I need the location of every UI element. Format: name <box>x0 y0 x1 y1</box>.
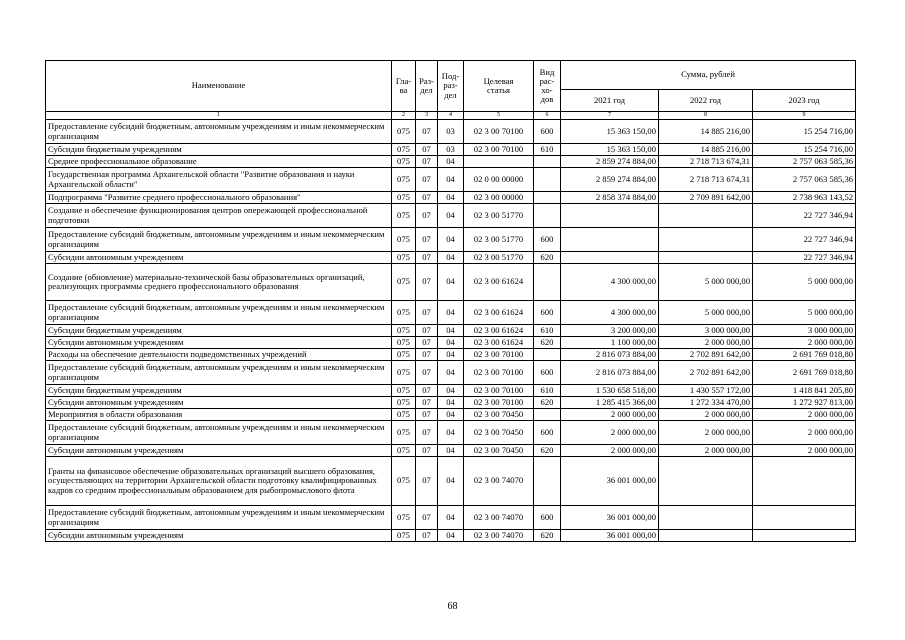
row-chapter: 075 <box>392 361 416 385</box>
row-section: 07 <box>416 421 438 445</box>
row-name: Субсидии бюджетным учреждениям <box>46 385 392 397</box>
table-row <box>46 409 856 421</box>
row-name: Среднее профессиональное образование <box>46 156 392 168</box>
row-section: 07 <box>416 252 438 264</box>
row-amount-2022 <box>659 457 753 506</box>
row-target: 02 3 00 51770 <box>464 252 534 264</box>
row-name: Мероприятия в области образования <box>46 409 392 421</box>
table-row <box>46 168 856 192</box>
table-row <box>46 397 856 409</box>
row-target: 02 3 00 70450 <box>464 421 534 445</box>
row-amount-2021: 4 300 000,00 <box>561 301 659 325</box>
row-target: 02 3 00 00000 <box>464 192 534 204</box>
row-expense-type: 620 <box>534 397 561 409</box>
row-amount-2021: 2 859 274 884,00 <box>561 156 659 168</box>
row-amount-2021: 4 300 000,00 <box>561 264 659 301</box>
row-chapter: 075 <box>392 397 416 409</box>
row-target: 02 0 00 00000 <box>464 168 534 192</box>
table-row <box>46 349 856 361</box>
row-amount-2021: 1 285 415 366,00 <box>561 397 659 409</box>
row-expense-type: 600 <box>534 301 561 325</box>
row-section: 07 <box>416 457 438 506</box>
row-section: 07 <box>416 192 438 204</box>
row-amount-2023: 2 000 000,00 <box>753 421 856 445</box>
column-number: 3 <box>416 112 438 120</box>
header-year-2021: 2021 год <box>561 90 659 112</box>
row-amount-2021: 2 859 274 884,00 <box>561 168 659 192</box>
row-section: 07 <box>416 228 438 252</box>
table-row <box>46 228 856 252</box>
row-amount-2021: 2 816 073 884,00 <box>561 349 659 361</box>
row-amount-2023: 2 000 000,00 <box>753 409 856 421</box>
row-expense-type: 600 <box>534 361 561 385</box>
row-expense-type: 610 <box>534 385 561 397</box>
row-amount-2021: 15 363 150,00 <box>561 120 659 144</box>
table-body <box>46 120 856 542</box>
row-subsection: 04 <box>438 457 464 506</box>
row-name: Создание и обеспечение функционирования центров опережающей профессиональной подготовки <box>46 204 392 228</box>
row-amount-2021 <box>561 252 659 264</box>
row-chapter: 075 <box>392 301 416 325</box>
row-subsection: 04 <box>438 349 464 361</box>
row-section: 07 <box>416 385 438 397</box>
row-subsection: 04 <box>438 228 464 252</box>
row-amount-2023: 2 000 000,00 <box>753 445 856 457</box>
row-amount-2022: 14 885 216,00 <box>659 120 753 144</box>
row-section: 07 <box>416 409 438 421</box>
row-amount-2023: 3 000 000,00 <box>753 325 856 337</box>
table-row <box>46 325 856 337</box>
row-target: 02 3 00 74070 <box>464 457 534 506</box>
row-target: 02 3 00 74070 <box>464 530 534 542</box>
row-subsection: 04 <box>438 409 464 421</box>
row-section: 07 <box>416 120 438 144</box>
table-row <box>46 361 856 385</box>
row-amount-2023: 1 272 927 813,00 <box>753 397 856 409</box>
row-amount-2023: 15 254 716,00 <box>753 144 856 156</box>
row-section: 07 <box>416 204 438 228</box>
row-expense-type <box>534 192 561 204</box>
row-amount-2022: 1 430 557 172,00 <box>659 385 753 397</box>
row-target: 02 3 00 70100 <box>464 144 534 156</box>
row-section: 07 <box>416 506 438 530</box>
row-subsection: 04 <box>438 252 464 264</box>
table-row <box>46 301 856 325</box>
row-amount-2021: 2 000 000,00 <box>561 445 659 457</box>
row-expense-type: 600 <box>534 421 561 445</box>
row-chapter: 075 <box>392 385 416 397</box>
row-target: 02 3 00 70100 <box>464 120 534 144</box>
row-chapter: 075 <box>392 192 416 204</box>
row-name: Подпрограмма "Развитие среднего профессионального образования" <box>46 192 392 204</box>
row-amount-2022 <box>659 506 753 530</box>
header-chapter: Гла- ва <box>392 61 416 112</box>
row-chapter: 075 <box>392 144 416 156</box>
row-target <box>464 156 534 168</box>
row-target: 02 3 00 70100 <box>464 397 534 409</box>
row-expense-type <box>534 409 561 421</box>
row-amount-2023 <box>753 457 856 506</box>
row-amount-2022: 2 000 000,00 <box>659 421 753 445</box>
row-amount-2022: 2 709 891 642,00 <box>659 192 753 204</box>
row-name: Государственная программа Архангельской области "Развитие образования и науки Архангельской области" <box>46 168 392 192</box>
header-year-2023: 2023 год <box>753 90 856 112</box>
row-subsection: 04 <box>438 506 464 530</box>
row-expense-type: 600 <box>534 120 561 144</box>
header-target: Целевая статья <box>464 61 534 112</box>
table-row <box>46 530 856 542</box>
page-number: 68 <box>447 601 458 612</box>
row-amount-2022: 14 885 216,00 <box>659 144 753 156</box>
row-amount-2021: 36 001 000,00 <box>561 457 659 506</box>
row-amount-2023: 22 727 346,94 <box>753 228 856 252</box>
row-expense-type: 620 <box>534 252 561 264</box>
row-amount-2022 <box>659 252 753 264</box>
row-target: 02 3 00 61624 <box>464 337 534 349</box>
row-chapter: 075 <box>392 325 416 337</box>
row-expense-type <box>534 349 561 361</box>
row-name: Субсидии автономным учреждениям <box>46 252 392 264</box>
row-name: Субсидии автономным учреждениям <box>46 397 392 409</box>
column-number-row <box>46 112 856 120</box>
row-amount-2022: 2 702 891 642,00 <box>659 349 753 361</box>
row-subsection: 04 <box>438 445 464 457</box>
column-number: 9 <box>753 112 856 120</box>
row-amount-2023 <box>753 530 856 542</box>
row-chapter: 075 <box>392 228 416 252</box>
table-row <box>46 192 856 204</box>
row-amount-2021: 36 001 000,00 <box>561 506 659 530</box>
row-amount-2022: 2 718 713 674,31 <box>659 156 753 168</box>
row-amount-2023: 2 000 000,00 <box>753 337 856 349</box>
row-amount-2022 <box>659 530 753 542</box>
column-number: 2 <box>392 112 416 120</box>
row-expense-type <box>534 204 561 228</box>
table-row <box>46 264 856 301</box>
header-sum: Сумма, рублей <box>561 61 856 90</box>
row-expense-type: 620 <box>534 530 561 542</box>
row-chapter: 075 <box>392 156 416 168</box>
row-name: Гранты на финансовое обеспечение образовательных организаций высшего образования, осуществляющих на территории Архангельской области подготовку квалифицированных кадров со средним профессиональным образованием для рыбопромыслового флота <box>46 457 392 506</box>
column-number: 4 <box>438 112 464 120</box>
row-amount-2023: 22 727 346,94 <box>753 252 856 264</box>
row-amount-2022: 5 000 000,00 <box>659 264 753 301</box>
row-amount-2021: 2 000 000,00 <box>561 421 659 445</box>
row-section: 07 <box>416 156 438 168</box>
row-amount-2021 <box>561 204 659 228</box>
row-subsection: 04 <box>438 337 464 349</box>
row-expense-type <box>534 264 561 301</box>
budget-table <box>45 60 856 542</box>
row-chapter: 075 <box>392 349 416 361</box>
row-amount-2022: 5 000 000,00 <box>659 301 753 325</box>
row-amount-2021 <box>561 228 659 252</box>
table-row <box>46 120 856 144</box>
row-subsection: 03 <box>438 144 464 156</box>
row-subsection: 04 <box>438 192 464 204</box>
row-amount-2023: 5 000 000,00 <box>753 264 856 301</box>
row-subsection: 04 <box>438 264 464 301</box>
row-subsection: 04 <box>438 530 464 542</box>
row-section: 07 <box>416 264 438 301</box>
table-row <box>46 156 856 168</box>
row-chapter: 075 <box>392 264 416 301</box>
row-amount-2023: 22 727 346,94 <box>753 204 856 228</box>
table-row <box>46 445 856 457</box>
row-chapter: 075 <box>392 252 416 264</box>
row-section: 07 <box>416 530 438 542</box>
row-amount-2023: 2 757 063 585,36 <box>753 156 856 168</box>
row-target: 02 3 00 70450 <box>464 445 534 457</box>
row-name: Субсидии бюджетным учреждениям <box>46 325 392 337</box>
table-row <box>46 144 856 156</box>
row-amount-2023: 2 738 963 143,52 <box>753 192 856 204</box>
row-amount-2023: 2 691 769 018,80 <box>753 349 856 361</box>
row-name: Расходы на обеспечение деятельности подведомственных учреждений <box>46 349 392 361</box>
row-chapter: 075 <box>392 530 416 542</box>
header-year-2022: 2022 год <box>659 90 753 112</box>
row-name: Предоставление субсидий бюджетным, автономным учреждениям и иным некоммерческим организациям <box>46 421 392 445</box>
row-name: Предоставление субсидий бюджетным, автономным учреждениям и иным некоммерческим организациям <box>46 506 392 530</box>
row-chapter: 075 <box>392 506 416 530</box>
row-subsection: 04 <box>438 301 464 325</box>
row-target: 02 3 00 70450 <box>464 409 534 421</box>
row-target: 02 3 00 61624 <box>464 325 534 337</box>
row-expense-type: 610 <box>534 144 561 156</box>
column-number: 7 <box>561 112 659 120</box>
row-name: Предоставление субсидий бюджетным, автономным учреждениям и иным некоммерческим организациям <box>46 228 392 252</box>
row-expense-type: 610 <box>534 325 561 337</box>
column-number: 8 <box>659 112 753 120</box>
row-section: 07 <box>416 397 438 409</box>
row-chapter: 075 <box>392 168 416 192</box>
row-chapter: 075 <box>392 457 416 506</box>
row-target: 02 3 00 51770 <box>464 204 534 228</box>
row-subsection: 04 <box>438 156 464 168</box>
row-section: 07 <box>416 301 438 325</box>
row-amount-2022: 2 000 000,00 <box>659 337 753 349</box>
row-amount-2022: 2 000 000,00 <box>659 409 753 421</box>
row-subsection: 04 <box>438 421 464 445</box>
row-target: 02 3 00 61624 <box>464 301 534 325</box>
row-chapter: 075 <box>392 445 416 457</box>
row-name: Субсидии автономным учреждениям <box>46 445 392 457</box>
row-expense-type: 620 <box>534 445 561 457</box>
row-target: 02 3 00 70100 <box>464 361 534 385</box>
row-section: 07 <box>416 361 438 385</box>
row-name: Создание (обновление) материально-технической базы образовательных организаций, реализующих программы среднего профессионального образования <box>46 264 392 301</box>
header-name: Наименование <box>46 61 392 112</box>
table-row <box>46 385 856 397</box>
row-name: Субсидии автономным учреждениям <box>46 530 392 542</box>
table-row <box>46 204 856 228</box>
row-expense-type <box>534 457 561 506</box>
row-expense-type <box>534 156 561 168</box>
row-amount-2023: 2 757 063 585,36 <box>753 168 856 192</box>
row-amount-2021: 2 000 000,00 <box>561 409 659 421</box>
row-expense-type: 600 <box>534 506 561 530</box>
row-amount-2022: 3 000 000,00 <box>659 325 753 337</box>
row-amount-2023 <box>753 506 856 530</box>
row-chapter: 075 <box>392 337 416 349</box>
row-section: 07 <box>416 144 438 156</box>
row-chapter: 075 <box>392 204 416 228</box>
row-amount-2022 <box>659 204 753 228</box>
row-subsection: 04 <box>438 325 464 337</box>
row-subsection: 04 <box>438 385 464 397</box>
row-amount-2022 <box>659 228 753 252</box>
row-amount-2022: 2 718 713 674,31 <box>659 168 753 192</box>
row-target: 02 3 00 51770 <box>464 228 534 252</box>
row-section: 07 <box>416 349 438 361</box>
row-amount-2021: 2 858 374 884,00 <box>561 192 659 204</box>
row-chapter: 075 <box>392 421 416 445</box>
row-amount-2023: 15 254 716,00 <box>753 120 856 144</box>
row-amount-2021: 1 530 658 518,00 <box>561 385 659 397</box>
row-expense-type: 620 <box>534 337 561 349</box>
row-subsection: 04 <box>438 168 464 192</box>
row-amount-2023: 2 691 769 018,80 <box>753 361 856 385</box>
row-section: 07 <box>416 337 438 349</box>
row-section: 07 <box>416 445 438 457</box>
row-chapter: 075 <box>392 120 416 144</box>
row-amount-2021: 36 001 000,00 <box>561 530 659 542</box>
row-amount-2023: 1 418 841 205,80 <box>753 385 856 397</box>
row-subsection: 04 <box>438 361 464 385</box>
row-target: 02 3 00 74070 <box>464 506 534 530</box>
row-amount-2022: 2 000 000,00 <box>659 445 753 457</box>
row-amount-2022: 2 702 891 642,00 <box>659 361 753 385</box>
row-amount-2023: 5 000 000,00 <box>753 301 856 325</box>
row-amount-2021: 3 200 000,00 <box>561 325 659 337</box>
row-amount-2022: 1 272 334 470,00 <box>659 397 753 409</box>
row-target: 02 3 00 61624 <box>464 264 534 301</box>
header-subsection: Под- раз- дел <box>438 61 464 112</box>
row-name: Предоставление субсидий бюджетным, автономным учреждениям и иным некоммерческим организациям <box>46 301 392 325</box>
row-chapter: 075 <box>392 409 416 421</box>
column-number: 6 <box>534 112 561 120</box>
row-subsection: 04 <box>438 204 464 228</box>
row-section: 07 <box>416 325 438 337</box>
table-row <box>46 421 856 445</box>
row-amount-2021: 2 816 073 884,00 <box>561 361 659 385</box>
table-row <box>46 457 856 506</box>
row-subsection: 04 <box>438 397 464 409</box>
row-name: Предоставление субсидий бюджетным, автономным учреждениям и иным некоммерческим организациям <box>46 120 392 144</box>
header-expense-type: Вид рас- хо- дов <box>534 61 561 112</box>
row-target: 02 3 00 70100 <box>464 349 534 361</box>
row-subsection: 03 <box>438 120 464 144</box>
row-name: Субсидии автономным учреждениям <box>46 337 392 349</box>
row-expense-type: 600 <box>534 228 561 252</box>
row-amount-2021: 15 363 150,00 <box>561 144 659 156</box>
column-number: 5 <box>464 112 534 120</box>
row-amount-2021: 1 100 000,00 <box>561 337 659 349</box>
row-expense-type <box>534 168 561 192</box>
table-row <box>46 252 856 264</box>
header-section: Раз- дел <box>416 61 438 112</box>
row-name: Предоставление субсидий бюджетным, автономным учреждениям и иным некоммерческим организациям <box>46 361 392 385</box>
row-name: Субсидии бюджетным учреждениям <box>46 144 392 156</box>
row-section: 07 <box>416 168 438 192</box>
row-target: 02 3 00 70100 <box>464 385 534 397</box>
column-number: 1 <box>46 112 392 120</box>
table-row <box>46 506 856 530</box>
table-row <box>46 337 856 349</box>
